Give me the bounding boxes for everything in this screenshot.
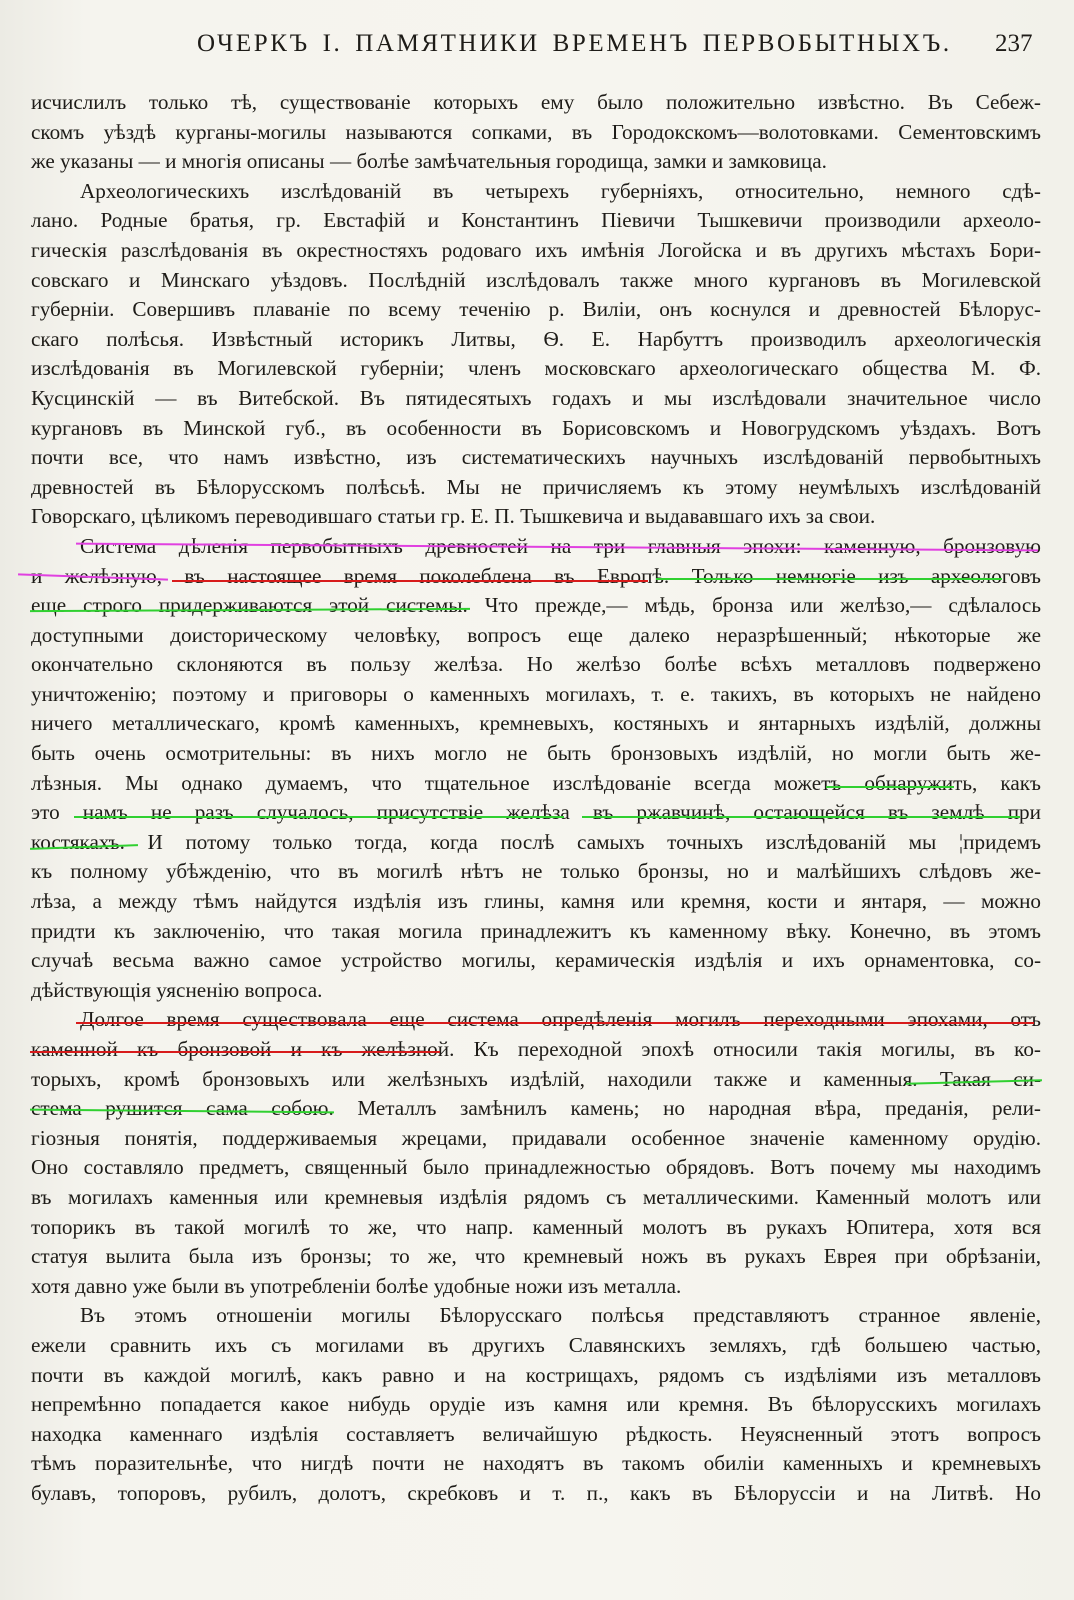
text-line: уничтоженію; поэтому и приговоры о каменныхъ могилахъ, т. е. такихъ, въ которыхъ не найдено xyxy=(31,681,1041,706)
text-line: быть очень осмотрительны: въ нихъ могло не быть бронзовыхъ издѣлій, но могли быть же- xyxy=(31,741,1041,766)
text-line: скаго полѣсья. Извѣстный историкъ Литвы, Ѳ. Е. Нарбуттъ производилъ археологическія xyxy=(31,326,1041,351)
text-line: исчислилъ только тѣ, существованіе которыхъ ему было положительно извѣстно. Въ Себеж- xyxy=(31,90,1041,114)
text-line: непремѣнно попадается какое нибудь орудіе изъ камня или кремня. Въ бѣлорусскихъ могилахъ xyxy=(31,1392,1041,1417)
text-line: совскаго и Минскаго уѣздовъ. Послѣдній изслѣдовалъ также много кургановъ въ Могилевской xyxy=(31,267,1041,292)
text-line: топорикъ въ такой могилѣ то же, что напр. каменный молотъ въ рукахъ Юпитера, хотя вся xyxy=(31,1214,1041,1239)
text-line: костякахъ. И потому только тогда, когда послѣ самыхъ точныхъ изслѣдованій мы ¦придемъ xyxy=(31,829,1041,854)
text-line: почти въ каждой могилѣ, какъ равно и на кострищахъ, рядомъ съ издѣліями изъ металловъ xyxy=(31,1362,1041,1387)
text-line: торыхъ, кромѣ бронзовыхъ или желѣзныхъ издѣлій, находили также и каменныя. Такая си- xyxy=(31,1066,1041,1091)
text-line: еще строго придерживаются этой системы. Что прежде,— мѣдь, бронза или желѣзо,— сдѣлалось xyxy=(31,593,1041,618)
text-line: случаѣ весьма важно самое устройство могилы, керамическія издѣлія и ихъ орнаментовка, со- xyxy=(31,948,1041,973)
text-line: ничего металлическаго, кромѣ каменныхъ, кремневыхъ, костяныхъ и янтарныхъ издѣлій, должны xyxy=(31,711,1041,736)
text-line: и желѣзную, въ настоящее время поколеблена въ Европѣ. Только немногіе изъ археологовъ xyxy=(31,563,1041,588)
text-line: ежели сравнить ихъ съ могилами въ другихъ Славянскихъ земляхъ, гдѣ большею частью, xyxy=(31,1332,1041,1357)
page-number: 237 xyxy=(995,30,1033,57)
text-line: лѣзныя. Мы однако думаемъ, что тщательное изслѣдованіе всегда можетъ обнаружить, какъ xyxy=(31,770,1041,795)
text-line: древностей въ Бѣлорусскомъ полѣсьѣ. Мы не причисляемъ къ этому неумѣлыхъ изслѣдованій xyxy=(31,474,1041,499)
text-line: гическія разслѣдованія въ окрестностяхъ родоваго ихъ имѣнія Логойска и въ другихъ мѣстахъ Бори- xyxy=(31,237,1041,262)
text-line: гіозныя понятія, поддерживаемыя жрецами, придавали особенное значеніе каменному орудію. xyxy=(31,1125,1041,1150)
text-line: каменной къ бронзовой и къ желѣзной. Къ переходной эпохѣ относили такія могилы, въ ко- xyxy=(31,1037,1041,1061)
text-line: изслѣдованія въ Могилевской губерніи; членъ московскаго археологическаго общества М. Ф. xyxy=(31,356,1041,381)
text-line: находка каменнаго издѣлія составляетъ величайшую рѣдкость. Неуясненный этотъ вопросъ xyxy=(31,1421,1041,1446)
text-line: доступными доисторическому человѣку, вопросъ еще далеко неразрѣшенный; нѣкоторые же xyxy=(31,622,1041,647)
text-line: скомъ уѣздѣ курганы-могилы называются сопками, въ Городокскомъ—волотовками. Сементовскимъ xyxy=(31,119,1041,144)
text-line: окончательно склоняются въ пользу желѣза. Но желѣзо болѣе всѣхъ металловъ подвержено xyxy=(31,652,1041,677)
text-line: Долгое время существовала еще система опредѣленія могилъ переходными эпохами, отъ xyxy=(80,1007,1041,1032)
text-line: Говорскаго, цѣликомъ переводившаго статьи гр. Е. П. Тышкевича и выдававшаго ихъ за свои. xyxy=(31,504,876,529)
text-line: лано. Родные братья, гр. Евстафій и Константинъ Піевичи Тышкевичи производили археоло- xyxy=(31,208,1041,233)
running-header xyxy=(0,26,1074,66)
text-line: въ могилахъ каменныя или кремневыя издѣлія рядомъ съ металлическими. Каменный молотъ или xyxy=(31,1184,1041,1209)
text-line: къ полному убѣжденію, что въ могилѣ нѣтъ не только бронзы, но и малѣйшихъ слѣдовъ же- xyxy=(31,859,1041,884)
text-line: Оно составляло предметъ, священный было принадлежностью обрядовъ. Вотъ почему мы находимъ xyxy=(31,1155,1041,1180)
text-line: придти къ заключенію, что такая могила принадлежитъ къ каменному вѣку. Конечно, въ этомъ xyxy=(31,918,1041,943)
text-line: губерніи. Совершивъ плаваніе по всему теченію р. Виліи, онъ коснулся и древностей Бѣлорус- xyxy=(31,297,1041,322)
text-line: тѣмъ поразительнѣе, что нигдѣ почти не находятъ въ такомъ обиліи каменныхъ и кремневыхъ xyxy=(31,1451,1041,1476)
page-body-text xyxy=(31,88,1041,1509)
text-line: хотя давно уже были въ употребленіи болѣе удобные ножи изъ металла. xyxy=(31,1273,682,1298)
text-line: булавъ, топоровъ, рубилъ, долотъ, скребковъ и т. п., какъ въ Бѣлоруссіи и на Литвѣ. Но xyxy=(31,1480,1041,1505)
text-line: Система дѣленія первобытныхъ древностей на три главныя эпохи: каменную, бронзовую xyxy=(80,533,1041,558)
text-line: Кусцинскій — въ Витебской. Въ пятидесятыхъ годахъ и мы изслѣдовали значительное число xyxy=(31,385,1041,410)
text-line: дѣйствующія уясненію вопроса. xyxy=(31,977,323,1002)
text-line: кургановъ въ Минской губ., въ особенности въ Борисовскомъ и Новогрудскомъ уѣздахъ. Вотъ xyxy=(31,415,1041,440)
text-line: стема рушится сама собою. Металлъ замѣнилъ камень; но народная вѣра, преданія, рели- xyxy=(31,1096,1041,1121)
text-line: лѣза, а между тѣмъ найдутся издѣлія изъ глины, камня или кремня, кости и янтаря, — можно xyxy=(31,889,1041,914)
text-line: Археологическихъ изслѣдованій въ четырехъ губерніяхъ, относительно, немного сдѣ- xyxy=(80,178,1041,203)
text-line: это намъ не разъ случалось, присутствіе желѣза въ ржавчинѣ, остающейся въ землѣ при xyxy=(31,800,1041,825)
text-line: статуя вылита была изъ бронзы; то же, что кремневый ножъ въ рукахъ Еврея при обрѣзаніи, xyxy=(31,1244,1041,1269)
text-line: же указаны — и многія описаны — болѣе замѣчательныя городища, замки и замковица. xyxy=(31,149,827,174)
chapter-title: ОЧЕРКЪ I. ПАМЯТНИКИ ВРЕМЕНЪ ПЕРВОБЫТНЫХЪ. xyxy=(197,30,952,57)
text-line: Въ этомъ отношеніи могилы Бѣлорусскаго полѣсья представляютъ странное явленіе, xyxy=(80,1303,1041,1328)
text-line: почти все, что намъ извѣстно, изъ систематическихъ научныхъ изслѣдованій первобытныхъ xyxy=(31,445,1041,470)
